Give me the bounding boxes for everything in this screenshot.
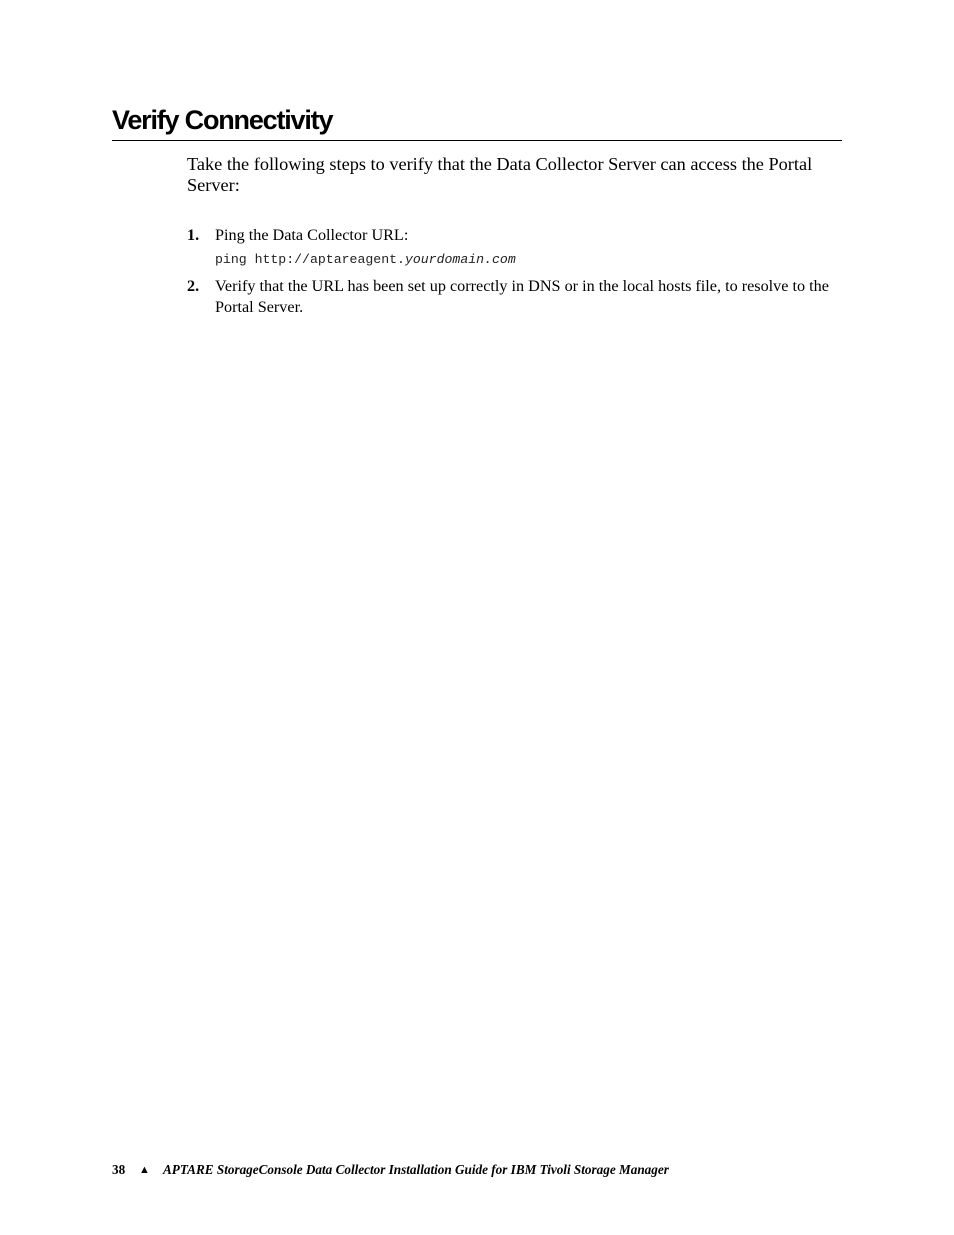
step-number: 2. <box>187 277 200 295</box>
code-domain-placeholder: yourdomain.com <box>404 252 516 267</box>
step-item-2 <box>187 276 842 318</box>
step-text: Ping the Data Collector URL: <box>215 226 409 244</box>
intro-paragraph: Take the following steps to verify that the Data Collector Server can access the Portal Server: <box>187 154 813 195</box>
step-text: Verify that the URL has been set up correctly in DNS or in the local hosts file, to resolve to the Portal Server. <box>215 277 829 316</box>
title-rule <box>112 140 842 141</box>
step-item-1 <box>187 225 842 246</box>
page-footer <box>112 1161 669 1179</box>
triangle-up-icon: ▲ <box>139 1164 150 1176</box>
step-number: 1. <box>187 226 200 244</box>
code-sample <box>215 251 516 269</box>
page-number: 38 <box>112 1162 126 1177</box>
code-command: ping http://aptareagent. <box>215 252 405 267</box>
page-title: Verify Connectivity <box>112 105 333 135</box>
footer-doc-title: APTARE StorageConsole Data Collector Installation Guide for IBM Tivoli Storage Manager <box>163 1162 669 1177</box>
